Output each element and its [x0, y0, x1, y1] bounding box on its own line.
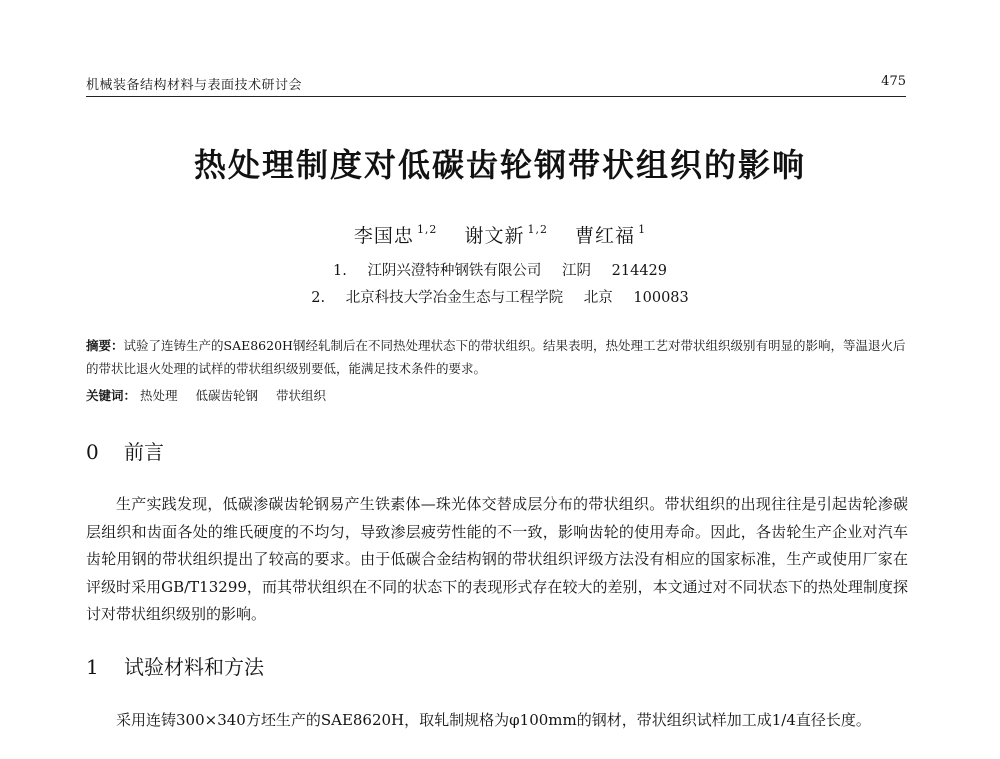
section-number: 1: [86, 655, 99, 679]
affiliation-index: 1.: [332, 263, 347, 279]
author-affiliation-mark: 1,2: [416, 223, 438, 236]
journal-name: 机械装备结构材料与表面技术研讨会: [86, 78, 303, 93]
affiliation-city: 北京: [583, 290, 613, 306]
author-name: 谢文新: [464, 225, 525, 247]
author-affiliation-mark: 1: [638, 223, 647, 236]
abstract-label: 摘要：: [86, 338, 124, 353]
abstract-text: 试验了连铸生产的SAE8620H钢经轧制后在不同热处理状态下的带状组织。结果表明，热处理工艺对带状组织级别有明显的影响，等温退火后的带状比退火处理的试样的带状组织级别要低，能满足技术条件的要求。: [86, 338, 906, 376]
running-header: [86, 70, 906, 97]
author: [354, 225, 438, 247]
page-number: 475: [881, 74, 906, 89]
abstract: [86, 334, 908, 380]
keyword: 热处理: [140, 388, 178, 403]
section-title: 试验材料和方法: [124, 655, 264, 679]
affiliation-postcode: 214429: [611, 263, 668, 279]
section-heading: [86, 436, 164, 465]
author-name: 李国忠: [353, 225, 414, 247]
section-heading: [86, 651, 264, 680]
section-title: 前言: [124, 440, 164, 464]
affiliation-city: 江阴: [562, 263, 592, 279]
keywords-label: 关键词：: [86, 388, 137, 403]
author-affiliation-mark: 1,2: [527, 223, 548, 236]
paper-title: 热处理制度对低碳齿轮钢带状组织的影响: [193, 146, 806, 184]
affiliation-postcode: 100083: [633, 290, 689, 306]
affiliation-index: 2.: [311, 290, 326, 306]
author: [575, 225, 646, 247]
author-list: [0, 221, 1000, 248]
author-name: 曹红福: [575, 225, 636, 247]
section-number: 0: [86, 440, 99, 464]
keywords: [86, 386, 908, 404]
keyword: 带状组织: [276, 388, 327, 403]
affiliation: [0, 286, 1000, 307]
body-paragraph: 采用连铸300×340方坯生产的SAE8620H，取轧制规格为φ100mm的钢材，带状组织试样加工成1/4直径长度。: [116, 711, 871, 729]
affiliation-org: 江阴兴澄特种钢铁有限公司: [367, 263, 542, 279]
keyword: 低碳齿轮钢: [195, 388, 259, 403]
author: [464, 225, 548, 247]
body-paragraph: 生产实践发现，低碳渗碳齿轮钢易产生铁素体—珠光体交替成层分布的带状组织。带状组织的出现往往是引起齿轮渗碳层组织和齿面各处的维氏硬度的不均匀，导致渗层疲劳性能的不一致，影响齿轮的使用寿命。因此，各齿轮生产企业对汽车齿轮用钢的带状组织提出了较高的要求。由于低碳合金结构钢的带状组织评级方法没有相应的国家标准，生产或使用厂家在评级时采用GB/T13299，而其带状组织在不同的状态下的表现形式存在较大的差别，本文通过对不同状态下的热处理制度探讨对带状组织级别的影响。: [86, 495, 908, 623]
affiliation: [0, 259, 1000, 280]
affiliation-org: 北京科技大学冶金生态与工程学院: [345, 290, 564, 306]
